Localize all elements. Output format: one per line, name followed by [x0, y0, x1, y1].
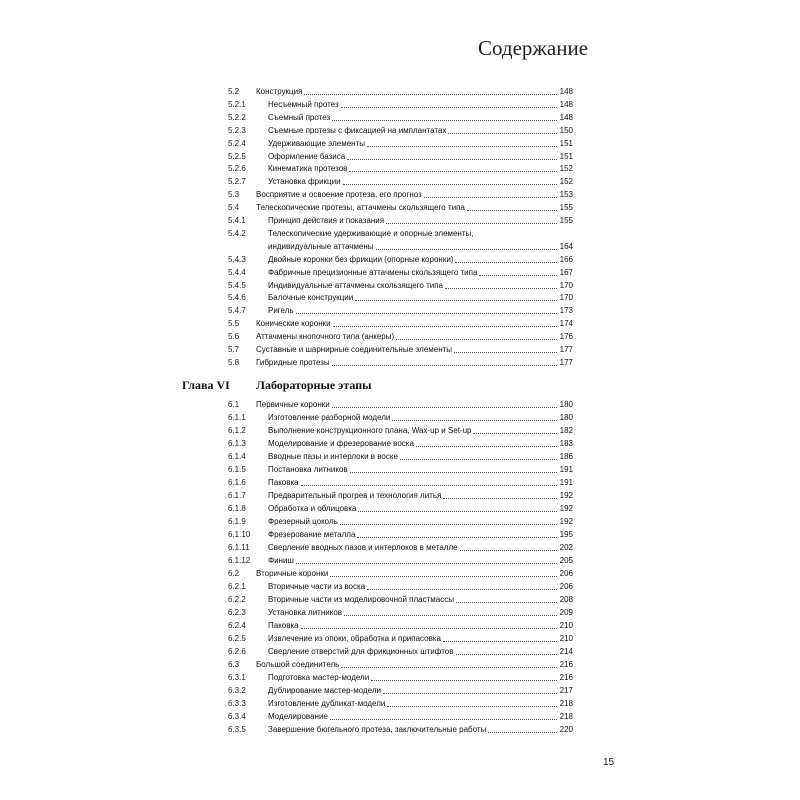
toc-entry-page: 164	[559, 241, 573, 251]
toc-entry	[228, 138, 573, 150]
toc-entry-leader	[332, 120, 557, 121]
toc-entry-number: 6.1.10	[228, 530, 251, 539]
toc-entry-leader	[488, 732, 557, 733]
toc-entry-number: 5.2.6	[228, 164, 246, 174]
toc-entry-page: 153	[559, 190, 573, 200]
toc-entry-label: Большой соединитель	[256, 660, 340, 669]
toc-entry-number: 6.1.5	[228, 465, 246, 474]
toc-entry-number: 6.3.5	[228, 725, 246, 734]
toc-entry-page: 180	[559, 413, 573, 422]
toc-entry	[228, 464, 573, 476]
toc-entry-number: 5.4	[228, 203, 240, 213]
toc-entry-label: Двойные коронки без фрикции (опорные коронки)	[268, 254, 454, 264]
toc-entry-leader	[349, 171, 557, 172]
toc-entry-leader	[332, 365, 557, 366]
toc-entry-label: Удерживающие элементы	[268, 138, 365, 148]
toc-entry-label: Изготовление дубликат-модели	[268, 699, 386, 708]
toc-entry-label: Принцип действия и показания	[268, 216, 385, 225]
toc-entry	[228, 711, 573, 723]
toc-entry	[228, 254, 573, 266]
toc-entry	[228, 724, 573, 736]
toc-entry	[228, 646, 573, 658]
toc-entry	[228, 151, 573, 163]
toc-entry-label: Финиш	[268, 556, 294, 565]
toc-entry-leader	[333, 326, 557, 327]
toc-entry-label: Гибридные протезы	[256, 357, 330, 367]
toc-entry-leader	[456, 654, 557, 655]
toc-entry-page: 195	[559, 530, 573, 539]
toc-entry-leader	[367, 589, 557, 590]
toc-entry-leader	[467, 210, 557, 211]
toc-entry-label: Вторичные коронки	[256, 569, 329, 578]
toc-entry-number: 5.6	[228, 332, 240, 342]
toc-entry-number: 6.2.2	[228, 595, 246, 604]
toc-entry-number: 6.1.9	[228, 517, 246, 526]
toc-entry-leader	[371, 680, 557, 681]
toc-entry	[228, 344, 573, 356]
toc-entry-leader	[387, 706, 557, 707]
toc-entry-number: 5.2.2	[228, 112, 246, 122]
toc-entry-page: 166	[559, 254, 573, 264]
toc-entry-leader	[296, 313, 557, 314]
toc-entry-number: 5.4.6	[228, 293, 246, 303]
toc-entry	[228, 698, 573, 710]
toc-entry-number: 5.4.3	[228, 254, 246, 264]
toc-entry-label: Кинематика протезов	[268, 164, 348, 174]
toc-entry-label: Ригель	[268, 306, 294, 316]
toc-entry	[228, 86, 573, 98]
toc-entry-number: 6.2.4	[228, 621, 246, 630]
toc-entry-label: Обработка и облицовка	[268, 504, 357, 513]
toc-entry-page: 148	[559, 112, 573, 122]
toc-entry-number: 6.2.1	[228, 582, 246, 591]
toc-entry	[228, 685, 573, 697]
toc-entry-label: Фрезерование металла	[268, 530, 356, 539]
toc-entry-leader	[344, 615, 557, 616]
toc-entry-number: 6.1.4	[228, 452, 246, 461]
toc-entry	[228, 267, 573, 279]
toc-entry	[228, 292, 573, 304]
toc-entry-leader	[304, 94, 557, 95]
toc-entry-leader	[350, 472, 557, 473]
toc-entry-label: Установка фрикции	[268, 177, 341, 187]
toc-entry	[228, 331, 573, 343]
toc-entry-label: Индивидуальные аттачмены скользящего типа	[268, 280, 443, 290]
toc-entry	[228, 357, 573, 369]
toc-entry-label: Установка литников	[268, 608, 343, 617]
toc-entry-page: 177	[559, 357, 573, 367]
toc-entry	[228, 568, 573, 580]
toc-entry	[228, 280, 573, 292]
toc-entry-label: Телескопические протезы, аттачмены скользящего типа	[256, 203, 465, 213]
toc-entry-leader	[455, 262, 557, 263]
toc-entry-page: 210	[559, 621, 573, 630]
toc-entry-page: 173	[559, 306, 573, 316]
toc-entry-page: 192	[559, 517, 573, 526]
toc-entry	[228, 581, 573, 593]
toc-entry-page: 167	[559, 267, 573, 277]
toc-entry	[228, 425, 573, 437]
toc-entry	[228, 620, 573, 632]
toc-entry-number: 6.3	[228, 660, 240, 669]
toc-entry-page: 191	[559, 478, 573, 487]
toc-entry-page: 206	[559, 569, 573, 578]
toc-entry-label: Паковка	[268, 621, 299, 630]
toc-entry-number: 6.1	[228, 400, 240, 409]
toc-entry-label: Балочные конструкции	[268, 293, 354, 303]
toc-entry-number: 6.1.1	[228, 413, 246, 422]
toc-entry-page: 170	[559, 293, 573, 303]
toc-entry-leader	[443, 498, 557, 499]
toc-entry-number: 6.3.2	[228, 686, 246, 695]
toc-entry-page: 151	[559, 138, 573, 148]
toc-entry-leader	[424, 197, 557, 198]
toc-entry-leader	[386, 223, 557, 224]
toc-entry	[228, 438, 573, 450]
toc-entry-label: Первичные коронки	[256, 400, 330, 409]
toc-entry-number: 5.4.7	[228, 306, 246, 316]
toc-entry-page: 209	[559, 608, 573, 617]
toc-entry-leader	[456, 602, 557, 603]
toc-entry-page: 177	[559, 345, 573, 354]
toc-entry-leader	[400, 459, 557, 460]
toc-entry-leader	[355, 300, 557, 301]
toc-entry-label: Конструкция	[256, 87, 303, 96]
toc-entry	[228, 516, 573, 528]
toc-entry-number: 5.4.4	[228, 267, 246, 277]
toc-entry-page: 202	[559, 543, 573, 552]
toc-entry-number: 5.4.5	[228, 280, 246, 290]
toc-entry-page: 217	[559, 686, 573, 695]
toc-entry-page: 216	[559, 673, 573, 682]
toc-entry-number: 6.1.7	[228, 491, 246, 500]
toc-entry-number: 6.2.6	[228, 647, 246, 656]
page-title: Содержание	[478, 36, 589, 60]
toc-entry-page: 170	[559, 280, 573, 290]
toc-entry-leader	[396, 339, 557, 340]
toc-entry-leader	[383, 693, 557, 694]
toc-entry-leader	[367, 146, 557, 147]
toc-entry-label: Предварительный прогрев и технология литья	[268, 491, 442, 500]
toc-entry-number: 5.8	[228, 357, 240, 367]
toc-entry-leader	[341, 667, 557, 668]
toc-entry-leader	[448, 133, 557, 134]
toc-entry-page: 220	[559, 725, 573, 734]
toc-entry-number: 6.2.3	[228, 608, 246, 617]
toc-entry	[228, 451, 573, 463]
toc-entry-number: 6.1.3	[228, 439, 246, 448]
toc-entry	[228, 477, 573, 489]
toc-entry-page: 148	[559, 99, 573, 109]
toc-entry-number: 6.1.12	[228, 556, 251, 565]
toc-entry-number: 6.1.8	[228, 504, 246, 513]
toc-entry-page: 191	[559, 465, 573, 474]
toc-entry	[228, 112, 573, 124]
toc-entry-label: Изготовление разборной модели	[268, 413, 391, 422]
toc-entry-leader	[392, 420, 557, 421]
toc-entry-label: Моделирование	[268, 712, 328, 721]
toc-entry-label: Вторичные части из воска	[268, 582, 366, 591]
toc-entry-label: Подготовка мастер-модели	[268, 673, 370, 682]
toc-entry-number: 5.4.2	[228, 228, 246, 238]
toc-entry-page: 151	[559, 151, 573, 161]
toc-entry-page: 180	[559, 400, 573, 409]
toc-entry	[228, 542, 573, 554]
toc-entry	[228, 607, 573, 619]
toc-entry-number: 5.7	[228, 345, 240, 354]
toc-entry-label: индивидуальные аттачмены	[268, 241, 374, 251]
toc-entry-label: Съемный протез	[268, 112, 331, 122]
toc-entry-number: 5.2.7	[228, 177, 246, 187]
toc-entry-label: Паковка	[268, 478, 299, 487]
toc-entry-label: Выполнение конструкционного плана, Wax-up и Set-up	[268, 426, 472, 435]
toc-entry-leader	[454, 352, 557, 353]
toc-entry-label: Фрезерный цоколь	[268, 517, 338, 526]
toc-entry-label: Фабричные прецизионные аттачмены скользящего типа	[268, 267, 478, 277]
toc-entry-number: 6.2.5	[228, 634, 246, 643]
toc-entry	[228, 125, 573, 137]
toc-entry-label: Конические коронки	[256, 319, 331, 329]
toc-entry-page: 192	[559, 504, 573, 513]
toc-entry-leader	[330, 719, 557, 720]
toc-entry-leader	[340, 524, 557, 525]
toc-entry	[228, 318, 573, 330]
toc-entry-leader	[296, 563, 557, 564]
toc-entry-page: 206	[559, 582, 573, 591]
toc-entry-page: 176	[559, 332, 573, 342]
toc-entry-label: Суставные и шарнирные соединительные элементы	[256, 345, 453, 354]
toc-entry-page: 182	[559, 426, 573, 435]
toc-entry-number: 6.3.4	[228, 712, 246, 721]
toc-entry-label: Оформление базиса	[268, 151, 346, 161]
toc-entry-page: 155	[559, 203, 573, 213]
toc-entry	[228, 594, 573, 606]
toc-entry-label: Сверление вводных пазов и интерлоков в металле	[268, 543, 458, 552]
toc-entry-label: Съемные протезы с фиксацией на имплантатах	[268, 125, 447, 135]
toc-entry-label: Сверление отверстий для фрикционных штифтов	[268, 647, 454, 656]
toc-entry-leader	[347, 159, 557, 160]
toc-entry	[228, 633, 573, 645]
toc-entry-number: 5.3	[228, 190, 240, 200]
toc-entry	[228, 176, 573, 188]
toc-entry-page: 218	[559, 699, 573, 708]
toc-entry-number: 5.4.1	[228, 216, 246, 225]
toc-entry-label: Аттачмены кнопочного типа (анкеры)	[256, 332, 395, 342]
toc-entry-page: 152	[559, 177, 573, 187]
toc-entry-leader	[301, 628, 557, 629]
page-number: 15	[603, 757, 615, 768]
toc-entry	[228, 659, 573, 671]
toc-entry-leader	[343, 184, 557, 185]
toc-entry-number: 5.2.4	[228, 138, 246, 148]
toc-entry-number: 5.5	[228, 319, 240, 329]
chapter-title: Лабораторные этапы	[256, 378, 372, 392]
toc-entry	[228, 241, 573, 253]
toc-entry-page: 150	[559, 125, 573, 135]
toc-entry-page: 216	[559, 660, 573, 669]
toc-entry-number: 6.2	[228, 569, 240, 578]
toc-entry	[228, 672, 573, 684]
toc-entry-page: 174	[559, 319, 573, 329]
chapter-heading	[182, 378, 602, 396]
toc-entry-number: 6.1.11	[228, 543, 250, 552]
toc-entry	[228, 503, 573, 515]
toc-entry	[228, 163, 573, 175]
toc-entry-page: 148	[559, 87, 573, 96]
toc-entry-label: Постановка литников	[268, 465, 348, 474]
toc-entry	[228, 490, 573, 502]
toc-entry	[228, 412, 573, 424]
toc-entry-leader	[460, 550, 557, 551]
chapter-number: Глава VI	[182, 378, 230, 392]
toc-entry-page: 192	[559, 491, 573, 500]
toc-entry-page: 205	[559, 556, 573, 565]
toc-entry-number: 6.1.6	[228, 478, 246, 487]
toc-entry	[228, 189, 573, 201]
toc-entry-page: 210	[559, 634, 573, 643]
toc-entry-leader	[443, 641, 557, 642]
toc-entry-page: 152	[559, 164, 573, 174]
toc-entry-label: Несъемный протез	[268, 99, 339, 109]
toc-entry-leader	[330, 576, 557, 577]
toc-entry-leader	[301, 485, 557, 486]
toc-entry	[228, 305, 573, 317]
toc-entry-label: Вводные пазы и интерлоки в воске	[268, 452, 398, 461]
toc-entry-label: Завершение бюгельного протеза, заключительные работы	[268, 725, 487, 734]
toc-entry-number: 5.2.5	[228, 151, 246, 161]
toc-entry-leader	[376, 249, 557, 250]
toc-entry	[228, 215, 573, 227]
toc-entry-number: 6.1.2	[228, 426, 246, 435]
toc-entry-label: Телескопические удерживающие и опорные элементы,	[268, 228, 474, 238]
toc-entry-leader	[332, 407, 557, 408]
toc-entry-number: 5.2.3	[228, 125, 246, 135]
toc-entry	[228, 228, 573, 240]
toc-entry	[228, 202, 573, 214]
toc-entry-number: 5.2.1	[228, 99, 246, 109]
toc-entry-page: 218	[559, 712, 573, 721]
toc-entry-number: 6.3.3	[228, 699, 246, 708]
toc-entry-page: 214	[559, 647, 573, 656]
toc-entry-label: Моделирование и фрезерование воска	[268, 439, 414, 448]
toc-entry	[228, 99, 573, 111]
toc-entry-label: Вторичные части из моделировочной пластмассы	[268, 595, 454, 604]
toc-entry-number: 6.3.1	[228, 673, 246, 682]
toc-entry	[228, 399, 573, 411]
toc-entry-number: 5.2	[228, 87, 240, 96]
toc-entry-page: 183	[559, 439, 573, 448]
toc-entry-page: 155	[559, 216, 573, 225]
toc-entry-leader	[473, 433, 557, 434]
toc-entry-leader	[416, 446, 557, 447]
toc-entry	[228, 555, 573, 567]
toc-entry	[228, 529, 573, 541]
toc-entry-leader	[358, 511, 557, 512]
toc-entry-label: Извлечение из опоки, обработка и припасовка	[268, 634, 441, 643]
toc-entry-page: 208	[559, 595, 573, 604]
toc-entry-leader	[479, 275, 557, 276]
toc-entry-leader	[445, 288, 557, 289]
toc-entry-label: Восприятие и освоение протеза, его прогноз	[256, 190, 422, 200]
toc-entry-label: Дублирование мастер-модели	[268, 686, 381, 695]
toc-entry-leader	[357, 537, 557, 538]
toc-entry-leader	[341, 107, 557, 108]
toc-entry-page: 186	[559, 452, 573, 461]
